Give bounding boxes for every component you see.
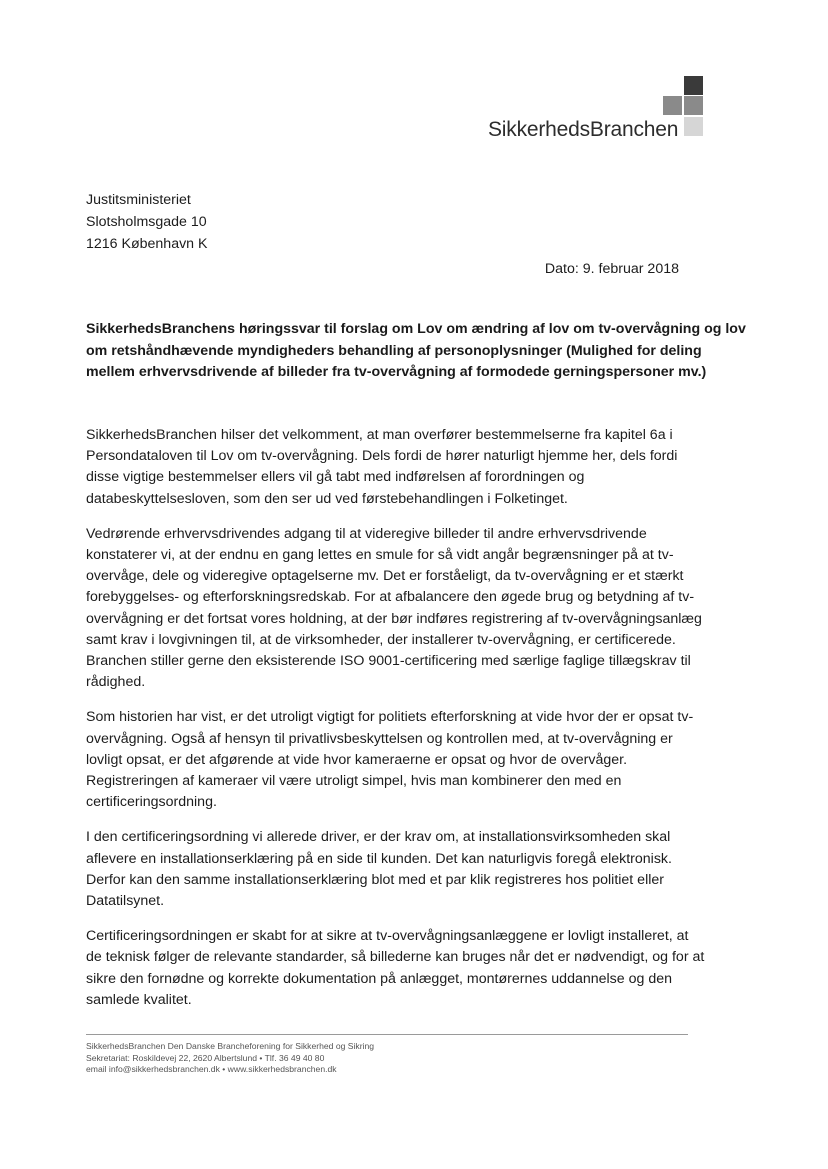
body-line: samt krav i lovgivningen til, at de virksomheder, der installerer tv-overvågning, er certificerede. bbox=[86, 631, 676, 648]
body-line: overvåge, dele og videregive optagelserne mv. Det er forståeligt, da tv-overvågning er et stærkt bbox=[86, 568, 684, 585]
body-line: Derfor kan den samme installationserklæring blot med et par klik registreres hos politiet eller bbox=[86, 871, 664, 888]
body-line: Branchen stiller gerne den eksisterende ISO 9001-certificering med særlige faglige tillægskrav til bbox=[86, 653, 691, 670]
body-line: I den certificeringsordning vi allerede driver, er der krav om, at installationsvirksomheden skal bbox=[86, 829, 671, 846]
logo-text: SikkerhedsBranchen bbox=[488, 118, 679, 141]
body-line: sikre den fornødne og korrekte dokumentation på anlægget, montørernes uddannelse og den bbox=[86, 970, 672, 987]
letter-date: Dato: 9. februar 2018 bbox=[544, 261, 679, 277]
body-line: SikkerhedsBranchen hilser det velkomment, at man overfører bestemmelserne fra kapitel 6a i bbox=[86, 427, 673, 443]
paragraph bbox=[86, 707, 726, 813]
paragraph bbox=[86, 926, 726, 1011]
recipient-address bbox=[86, 189, 207, 255]
body-line: overvågning er det fortsat vores holdning, at der bør indføres registrering af tv-overvågningsanlæg bbox=[86, 610, 702, 627]
body-line: certificeringsordning. bbox=[86, 794, 217, 811]
heading-line: SikkerhedsBranchens høringssvar til forslag om Lov om ændring af lov om tv-overvågning og lov bbox=[86, 321, 746, 337]
letter-footer bbox=[86, 1041, 374, 1076]
paragraph bbox=[86, 425, 726, 510]
body-line: rådighed. bbox=[86, 674, 146, 691]
heading-line: mellem erhvervsdrivende af billeder fra tv-overvågning af formodede gerningspersoner mv.) bbox=[86, 364, 707, 380]
body-line: databeskyttelsesloven, som den ser ud ved førstebehandlingen i Folketinget. bbox=[86, 490, 568, 507]
body-line: Persondataloven til Lov om tv-overvågning. Dels fordi de hører naturligt hjemme her, dels fordi bbox=[86, 448, 678, 465]
footer-line: Sekretariat: Roskildevej 22, 2620 Albertslund • Tlf. 36 49 40 80 bbox=[86, 1052, 325, 1063]
heading-line: om retshåndhævende myndigheders behandling af personoplysninger (Mulighed for deling bbox=[86, 342, 702, 359]
body-line: samlede kvalitet. bbox=[86, 991, 192, 1008]
footer-line: SikkerhedsBranchen Den Danske Brancheforening for Sikkerhed og Sikring bbox=[86, 1041, 375, 1051]
footer-line: email info@sikkerhedsbranchen.dk • www.sikkerhedsbranchen.dk bbox=[86, 1064, 337, 1074]
letter-body bbox=[86, 425, 726, 1025]
footer-divider bbox=[86, 1034, 688, 1035]
body-line: Certificeringsordningen er skabt for at sikre at tv-overvågningsanlæggene er lovligt installeret, at bbox=[86, 928, 689, 945]
body-line: de teknisk følger de relevante standarder, så billederne kan bruges når det er nødvendigt, og for at bbox=[86, 949, 705, 966]
body-line: konstaterer vi, at der endnu en gang lettes en smule for så vidt angår begrænsninger på at tv- bbox=[86, 547, 674, 564]
paragraph bbox=[86, 827, 726, 912]
company-logo bbox=[488, 76, 703, 142]
body-line: disse vigtige bestemmelser ellers vil gå tabt med indførelsen af forordningen og bbox=[86, 469, 585, 486]
paragraph bbox=[86, 524, 726, 694]
recipient-city: 1216 København K bbox=[86, 236, 208, 252]
body-line: Datatilsynet. bbox=[86, 893, 165, 910]
body-line: Som historien har vist, er det utroligt vigtigt for politiets efterforskning at vide hvor der er opsat tv- bbox=[86, 709, 694, 726]
body-line: overvågning. Også af hensyn til privatlivsbeskyttelsen og kontrollen med, at tv-overvågning er bbox=[86, 730, 673, 747]
body-line: lovligt opsat, er det afgørende at vide hvor kameraerne er opsat og hvor de overvåger. bbox=[86, 751, 628, 768]
body-line: aflevere en installationserklæring på en side til kunden. Det kan naturligvis foregå elektronisk. bbox=[86, 850, 672, 867]
body-line: Registreringen af kameraer vil være utroligt simpel, hvis man kombinerer den med en bbox=[86, 773, 622, 790]
body-line: Vedrørende erhvervsdrivendes adgang til at videregive billeder til andre erhvervsdrivende bbox=[86, 525, 647, 542]
recipient-name: Justitsministeriet bbox=[86, 192, 191, 208]
body-line: forebyggelses- og efterforskningsredskab. For at afbalancere den øgede brug og betydning af tv- bbox=[86, 589, 695, 606]
letter-heading bbox=[86, 319, 746, 384]
recipient-street: Slotsholmsgade 10 bbox=[86, 214, 207, 230]
